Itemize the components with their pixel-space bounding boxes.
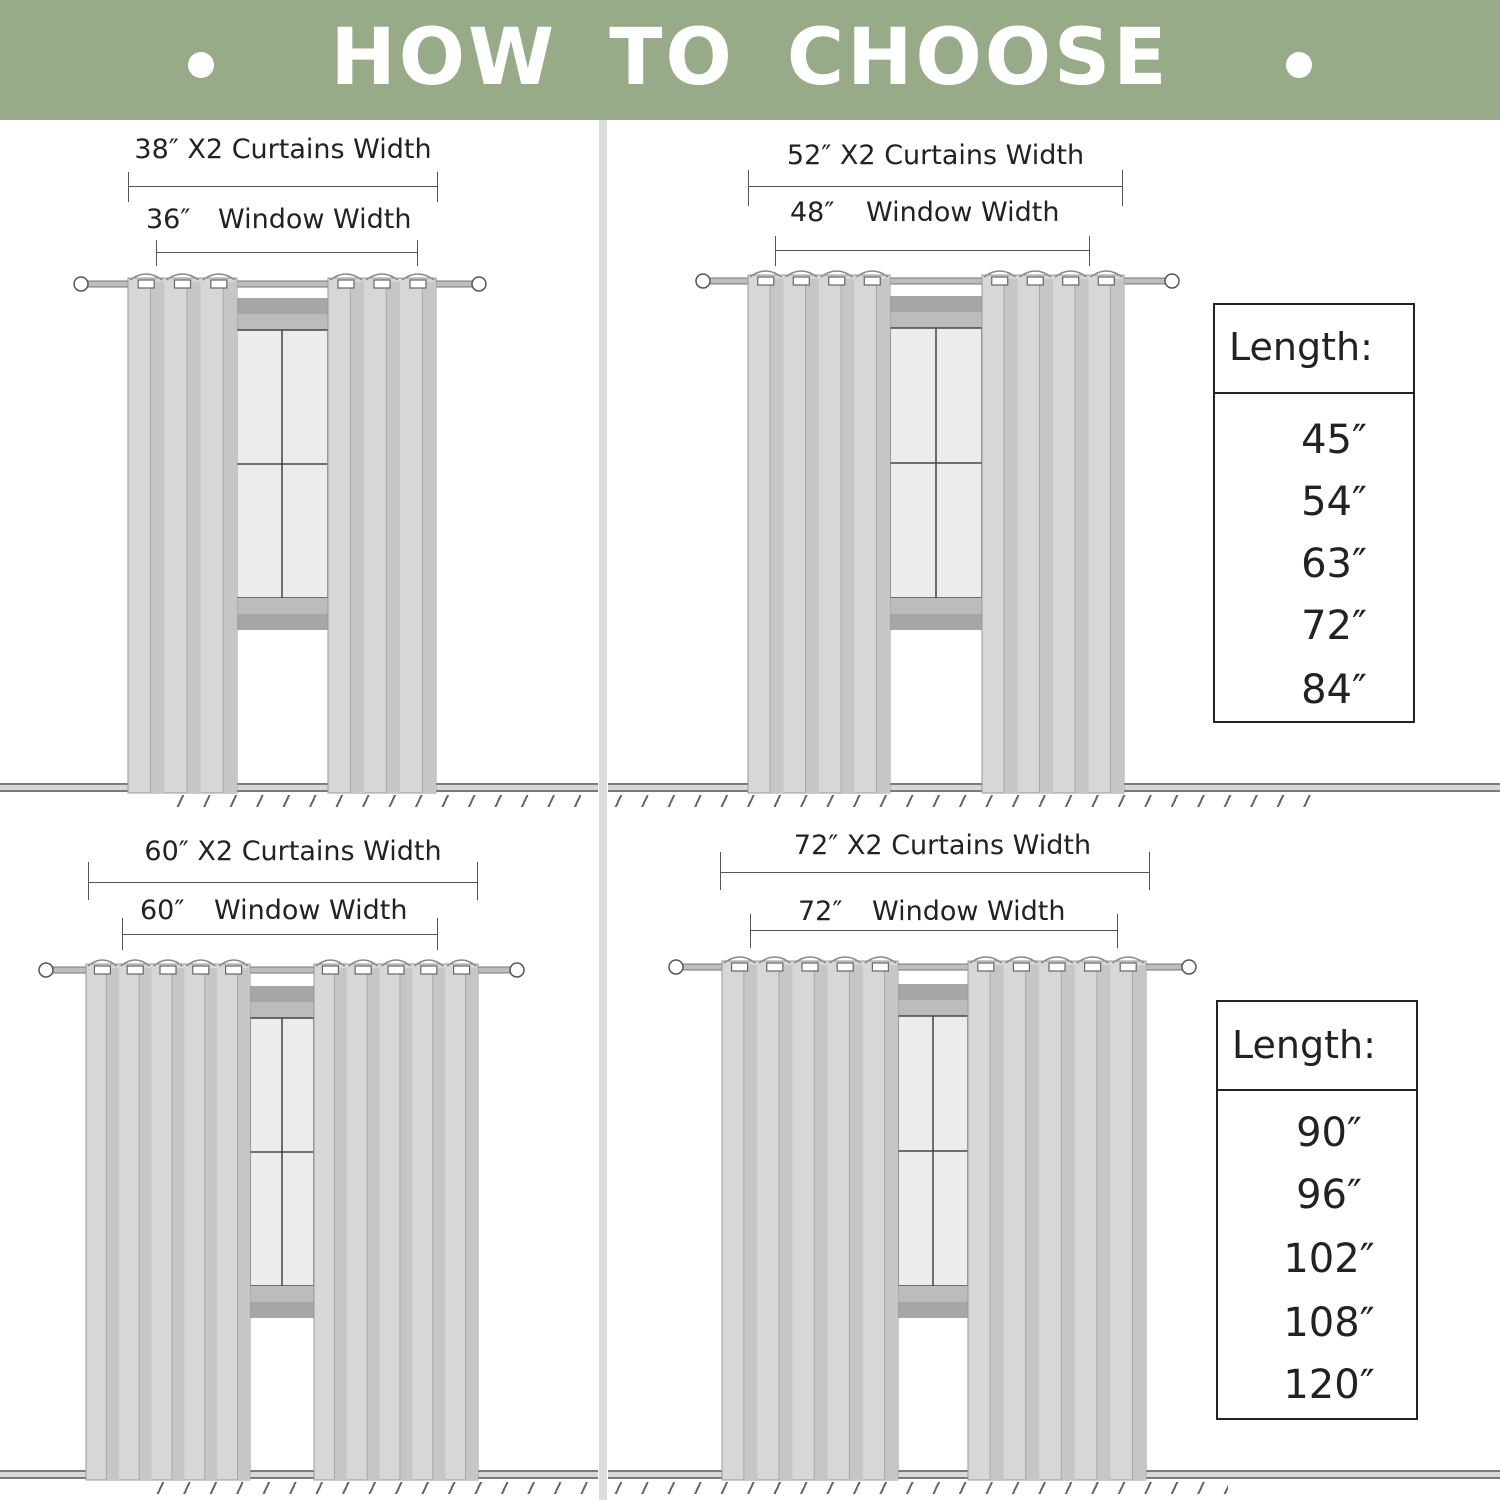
window-top-rail — [898, 984, 968, 1000]
curtain-grommet — [410, 280, 426, 288]
curtain-fold-shadow — [433, 968, 445, 1480]
curtain-fold-shadow — [1004, 279, 1017, 793]
window-sill — [898, 1302, 968, 1318]
curtain-grommet — [767, 963, 783, 971]
curtain-fold-shadow — [1097, 965, 1111, 1480]
window-size-value: 36″ — [146, 204, 191, 235]
curtain-grommet — [837, 963, 853, 971]
curtain-grommet — [829, 277, 845, 285]
window-top-rail — [250, 1002, 314, 1018]
curtain-fold-shadow — [172, 968, 184, 1480]
window-sill — [250, 1286, 314, 1302]
length-option: 102″ — [1283, 1236, 1375, 1282]
length-option: 72″ — [1301, 603, 1367, 649]
curtain-grommet — [160, 966, 176, 974]
page-title: HOW TO CHOOSE — [330, 13, 1170, 103]
curtain-grommet — [1098, 277, 1114, 285]
curtain-fold-shadow — [422, 282, 436, 793]
curtain-fold-shadow — [1040, 279, 1053, 793]
curtain-fold-shadow — [151, 282, 165, 793]
rod-finial — [39, 963, 53, 977]
rod-finial — [696, 274, 710, 288]
curtain-grommet — [758, 277, 774, 285]
rod-finial — [1182, 960, 1196, 974]
curtain-fold-shadow — [770, 279, 783, 793]
window-top-rail — [890, 296, 982, 312]
curtain-fold-shadow — [877, 279, 890, 793]
curtain-grommet — [388, 966, 404, 974]
curtain-grommet — [127, 966, 143, 974]
window-width-label: Window Width — [218, 204, 412, 235]
curtain-grommet — [138, 280, 154, 288]
window-sill — [236, 614, 328, 630]
curtain-fold-shadow — [386, 282, 400, 793]
curtain-grommet — [1085, 963, 1101, 971]
curtain-grommet — [1013, 963, 1029, 971]
length-option: 108″ — [1283, 1300, 1375, 1346]
curtain-fold-shadow — [350, 282, 364, 793]
window-size-value: 48″ — [790, 197, 835, 228]
length-option: 54″ — [1301, 479, 1367, 525]
length-option: 96″ — [1296, 1172, 1362, 1218]
rod-finial — [510, 963, 524, 977]
curtain-grommet — [1063, 277, 1079, 285]
curtain-fold-shadow — [841, 279, 854, 793]
curtains-width-label: 38″ X2 Curtains Width — [134, 134, 432, 165]
curtain-fold-shadow — [1132, 965, 1146, 1480]
window-sill — [890, 598, 982, 614]
curtain-grommet — [978, 963, 994, 971]
curtain-grommet — [322, 966, 338, 974]
curtain-grommet — [872, 963, 888, 971]
curtain-fold-shadow — [1075, 279, 1088, 793]
curtain-fold-shadow — [779, 965, 792, 1480]
window-sill — [250, 1302, 314, 1318]
curtain-grommet — [193, 966, 209, 974]
curtain-grommet — [992, 277, 1008, 285]
curtain-fold-shadow — [238, 968, 250, 1480]
curtain-fold-shadow — [990, 965, 1004, 1480]
curtain-fold-shadow — [806, 279, 819, 793]
curtain-grommet — [211, 280, 227, 288]
length-option: 45″ — [1301, 417, 1367, 463]
curtain-grommet — [355, 966, 371, 974]
rod-finial — [1165, 274, 1179, 288]
length-option: 84″ — [1301, 667, 1367, 713]
window-top-rail — [890, 312, 982, 328]
rod-finial — [74, 277, 88, 291]
curtain-panel — [328, 278, 436, 793]
curtain-fold-shadow — [334, 968, 346, 1480]
curtain-grommet — [421, 966, 437, 974]
curtain-panel — [128, 278, 237, 793]
curtains-width-label: 60″ X2 Curtains Width — [144, 836, 442, 867]
window-size-value: 60″ — [140, 895, 185, 926]
curtain-grommet — [226, 966, 242, 974]
curtain-fold-shadow — [187, 282, 201, 793]
curtain-grommet — [94, 966, 110, 974]
length-option: 63″ — [1301, 541, 1367, 587]
length-table — [1213, 303, 1415, 723]
curtain-grommet — [1120, 963, 1136, 971]
curtain-fold-shadow — [1111, 279, 1124, 793]
window-top-rail — [236, 298, 328, 314]
curtain-grommet — [1049, 963, 1065, 971]
curtain-grommet — [793, 277, 809, 285]
curtain-grommet — [732, 963, 748, 971]
curtain-fold-shadow — [400, 968, 412, 1480]
curtain-grommet — [338, 280, 354, 288]
length-table — [1216, 1000, 1418, 1420]
length-option: 120″ — [1283, 1362, 1375, 1408]
curtain-fold-shadow — [885, 965, 898, 1480]
curtain-grommet — [175, 280, 191, 288]
curtain-grommet — [864, 277, 880, 285]
curtain-fold-shadow — [849, 965, 862, 1480]
curtain-fold-shadow — [205, 968, 217, 1480]
curtain-fold-shadow — [106, 968, 118, 1480]
window-top-rail — [898, 1000, 968, 1016]
curtain-fold-shadow — [1061, 965, 1075, 1480]
curtain-grommet — [454, 966, 470, 974]
curtains-width-label: 52″ X2 Curtains Width — [786, 140, 1085, 171]
window-width-label: Window Width — [214, 895, 408, 926]
rod-finial — [472, 277, 486, 291]
curtain-grommet — [374, 280, 390, 288]
window-width-label: Window Width — [872, 896, 1066, 927]
window-top-rail — [250, 986, 314, 1002]
curtain-grommet — [802, 963, 818, 971]
window-size-value: 72″ — [798, 896, 843, 927]
curtains-width-label: 72″ X2 Curtains Width — [793, 830, 1092, 861]
curtain-fold-shadow — [223, 282, 237, 793]
curtain-fold-shadow — [466, 968, 478, 1480]
window-sill — [890, 614, 982, 630]
length-option: 90″ — [1296, 1110, 1362, 1156]
window-sill — [898, 1286, 968, 1302]
rod-finial — [669, 960, 683, 974]
curtain-fold-shadow — [744, 965, 757, 1480]
window-width-label: Window Width — [866, 197, 1060, 228]
curtain-grommet — [1027, 277, 1043, 285]
length-table-heading: Length: — [1215, 305, 1413, 394]
curtain-fold-shadow — [814, 965, 827, 1480]
window-sill — [236, 598, 328, 614]
curtain-fold-shadow — [139, 968, 151, 1480]
window-top-rail — [236, 314, 328, 330]
curtain-fold-shadow — [1026, 965, 1040, 1480]
curtain-fold-shadow — [367, 968, 379, 1480]
length-table-heading: Length: — [1218, 1002, 1416, 1091]
